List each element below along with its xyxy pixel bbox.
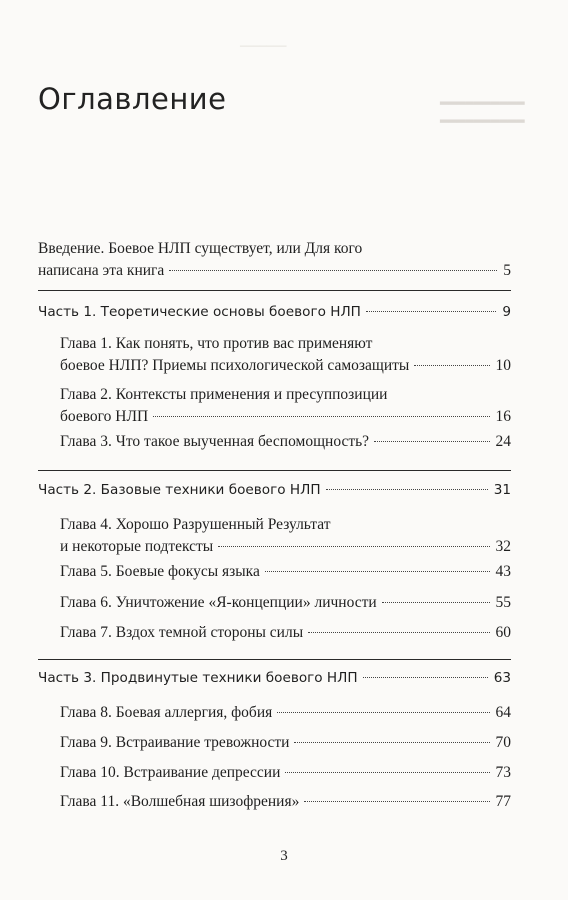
toc-entry-text: Глава 5. Боевые фокусы языка: [60, 563, 260, 580]
toc-entry-text: Глава 4. Хорошо Разрушенный Результат: [60, 516, 331, 533]
dot-leader: [374, 441, 489, 442]
toc-entry-chapter-1[interactable]: [60, 333, 511, 377]
dot-leader: [285, 772, 489, 773]
page-ref: 9: [502, 304, 511, 320]
toc-entry-text: и некоторые подтексты: [60, 538, 214, 555]
page-ref: 63: [493, 670, 511, 686]
toc-entry-chapter-2[interactable]: [60, 384, 511, 428]
page-ref: 16: [495, 408, 511, 425]
page-ref: 70: [495, 734, 511, 751]
page-ref: 31: [493, 482, 511, 498]
toc-entry-text: Глава 2. Контексты применения и пресуппозиции: [60, 386, 388, 403]
toc-entry-text: Глава 8. Боевая аллергия, фобия: [60, 704, 273, 721]
toc-entry-text: Часть 1. Теоретические основы боевого НЛП: [38, 304, 361, 320]
toc-entry-part-1[interactable]: [38, 301, 511, 323]
toc-entry-text: Часть 2. Базовые техники боевого НЛП: [38, 482, 321, 498]
dot-leader: [363, 677, 488, 678]
page-ref: 64: [495, 704, 511, 721]
dot-leader: [218, 546, 489, 547]
toc-entry-text: боевого НЛП: [60, 408, 149, 425]
toc-entry-chapter-6[interactable]: [60, 592, 511, 614]
dot-leader: [382, 602, 490, 603]
page-title: Оглавление: [38, 82, 227, 116]
toc-entry-chapter-4[interactable]: [60, 514, 511, 558]
page-ref: 55: [495, 594, 511, 611]
page-ref: 73: [495, 764, 511, 781]
toc-entry-chapter-10[interactable]: [60, 762, 511, 784]
toc-entry-chapter-9[interactable]: [60, 732, 511, 754]
toc-entry-text: Глава 11. «Волшебная шизофрения»: [60, 793, 300, 810]
dot-leader: [326, 489, 488, 490]
page-ref: 24: [495, 433, 511, 450]
divider: [38, 290, 511, 291]
toc-entry-part-3[interactable]: [38, 667, 511, 689]
page-ref: 5: [503, 262, 511, 279]
dot-leader: [308, 632, 489, 633]
dot-leader: [414, 365, 489, 366]
toc-entry-chapter-11[interactable]: [60, 791, 511, 813]
dot-leader: [265, 571, 490, 572]
bleed-through-line: ▂▂▂▂▂▂▂▂▂▂: [440, 92, 525, 105]
page-ref: 77: [495, 793, 511, 810]
toc-entry-chapter-8[interactable]: [60, 702, 511, 724]
page-ref: 60: [495, 624, 511, 641]
page-ref: 32: [495, 538, 511, 555]
dot-leader: [153, 416, 489, 417]
bleed-through-header: ───────: [240, 40, 287, 53]
toc-entry-text: Глава 6. Уничтожение «Я-концепции» личности: [60, 594, 377, 611]
bleed-through-line: ▂▂▂▂▂▂▂▂▂▂: [440, 110, 525, 123]
divider: [38, 470, 511, 471]
dot-leader: [277, 712, 489, 713]
toc-entry-text: написана эта книга: [38, 262, 165, 279]
dot-leader: [366, 311, 496, 312]
toc-entry-text: Введение. Боевое НЛП существует, или Для кого: [38, 240, 363, 257]
dot-leader: [304, 801, 489, 802]
toc-entry-chapter-3[interactable]: [60, 431, 511, 453]
page-ref: 10: [495, 357, 511, 374]
dot-leader: [169, 270, 497, 271]
page-ref: 43: [495, 563, 511, 580]
page-number: 3: [280, 848, 288, 864]
toc-entry-text: Глава 7. Вздох темной стороны силы: [60, 624, 304, 641]
toc-entry-text: Глава 3. Что такое выученная беспомощность?: [60, 433, 370, 450]
toc-entry-part-2[interactable]: [38, 479, 511, 501]
toc-entry-text: боевое НЛП? Приемы психологической самозащиты: [60, 357, 410, 374]
toc-entry-text: Часть 3. Продвинутые техники боевого НЛП: [38, 670, 358, 686]
toc-entry-text: Глава 10. Встраивание депрессии: [60, 764, 281, 781]
toc-entry-intro[interactable]: [38, 238, 511, 282]
dot-leader: [294, 742, 489, 743]
toc-entry-text: Глава 9. Встраивание тревожности: [60, 734, 290, 751]
divider: [38, 659, 511, 660]
toc-entry-text: Глава 1. Как понять, что против вас применяют: [60, 335, 373, 352]
toc-entry-chapter-7[interactable]: [60, 622, 511, 644]
toc-entry-chapter-5[interactable]: [60, 561, 511, 583]
